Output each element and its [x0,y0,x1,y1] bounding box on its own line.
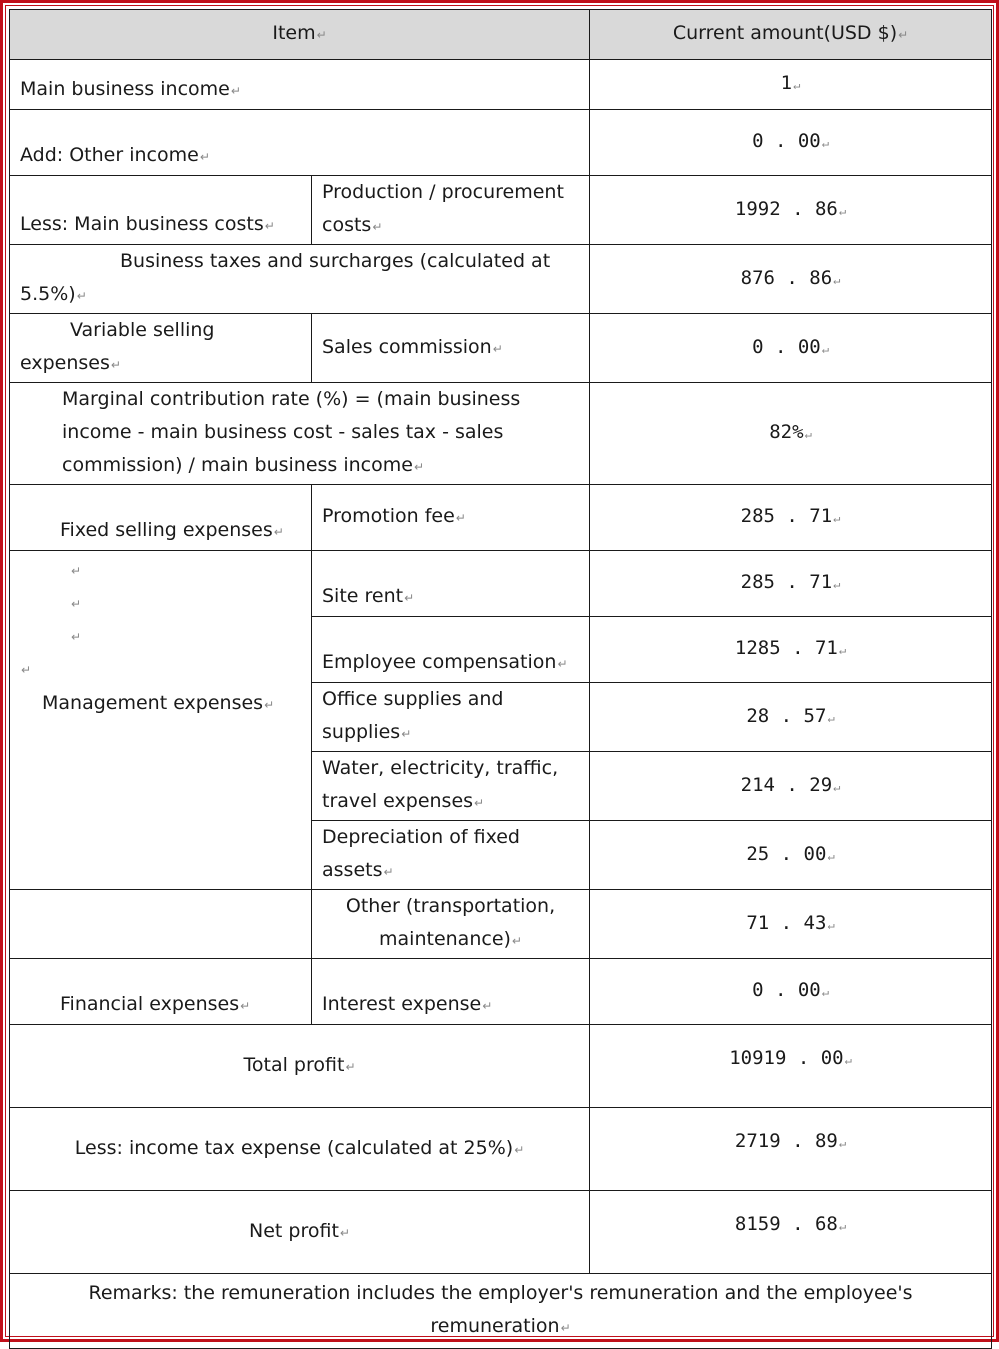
profit-table [9,9,992,1349]
management-item-value: 25 . 00↵ [590,821,992,890]
paragraph-mark: ↵ [71,564,82,578]
management-item: Site rent↵ [312,551,590,617]
net-profit-value: 8159 . 68↵ [590,1191,992,1274]
main-income-value: 1↵ [590,60,992,110]
main-costs-sub: Production / procurement costs↵ [312,176,590,245]
table-row [10,383,992,485]
variable-selling-value: 0 . 00↵ [590,314,992,383]
management-item-value: 1285 . 71↵ [590,617,992,683]
variable-selling-label: Variable selling expenses↵ [10,314,312,383]
management-item: Employee compensation↵ [312,617,590,683]
table-row [10,176,992,245]
other-income-value: 0 . 00↵ [590,110,992,176]
table-row [10,1191,992,1274]
main-income-label: Main business income↵ [10,60,590,110]
amount-header: Current amount(USD $)↵ [590,10,992,60]
fixed-selling-sub: Promotion fee↵ [312,485,590,551]
management-label: ↵ ↵ ↵ ↵ Management expenses↵ [10,551,312,890]
financial-label: Financial expenses↵ [10,959,312,1025]
management-item-value: 28 . 57↵ [590,683,992,752]
management-item: Depreciation of fixed assets↵ [312,821,590,890]
variable-selling-sub: Sales commission↵ [312,314,590,383]
table-row [10,890,992,959]
management-item: Water, electricity, traffic, travel expenses↵ [312,752,590,821]
main-costs-value: 1992 . 86↵ [590,176,992,245]
empty-cell [10,890,312,959]
remarks: Remarks: the remuneration includes the employer's remuneration and the employee's remuneration↵ [10,1274,992,1349]
table-row [10,1108,992,1191]
total-profit-value: 10919 . 00↵ [590,1025,992,1108]
margin-label: Marginal contribution rate (%) = (main business income - main business cost - sales tax - sales commission) / main business income↵ [10,383,590,485]
income-tax-label: Less: income tax expense (calculated at 25%)↵ [10,1108,590,1191]
net-profit-label: Net profit↵ [10,1191,590,1274]
margin-value: 82%↵ [590,383,992,485]
table-row [10,245,992,314]
taxes-value: 876 . 86↵ [590,245,992,314]
management-item: Office supplies and supplies↵ [312,683,590,752]
table-row [10,314,992,383]
management-item-value: 214 . 29↵ [590,752,992,821]
total-profit-label: Total profit↵ [10,1025,590,1108]
income-tax-value: 2719 . 89↵ [590,1108,992,1191]
table-row [10,1025,992,1108]
paragraph-mark: ↵ [21,663,32,677]
financial-value: 0 . 00↵ [590,959,992,1025]
header-row [10,10,992,60]
table-row [10,959,992,1025]
main-costs-label: Less: Main business costs↵ [10,176,312,245]
financial-sub: Interest expense↵ [312,959,590,1025]
table-row [10,110,992,176]
fixed-selling-value: 285 . 71↵ [590,485,992,551]
other-value: 71 . 43↵ [590,890,992,959]
management-item-value: 285 . 71↵ [590,551,992,617]
item-header: Item↵ [10,10,590,60]
taxes-label: Business taxes and surcharges (calculated at 5.5%)↵ [10,245,590,314]
table-row [10,485,992,551]
other-sub: Other (transportation, maintenance)↵ [312,890,590,959]
remarks-row [10,1274,992,1349]
other-income-label: Add: Other income↵ [10,110,590,176]
fixed-selling-label: Fixed selling expenses↵ [10,485,312,551]
paragraph-mark: ↵ [71,597,82,611]
table-row [10,60,992,110]
table-row [10,551,992,617]
paragraph-mark: ↵ [71,630,82,644]
